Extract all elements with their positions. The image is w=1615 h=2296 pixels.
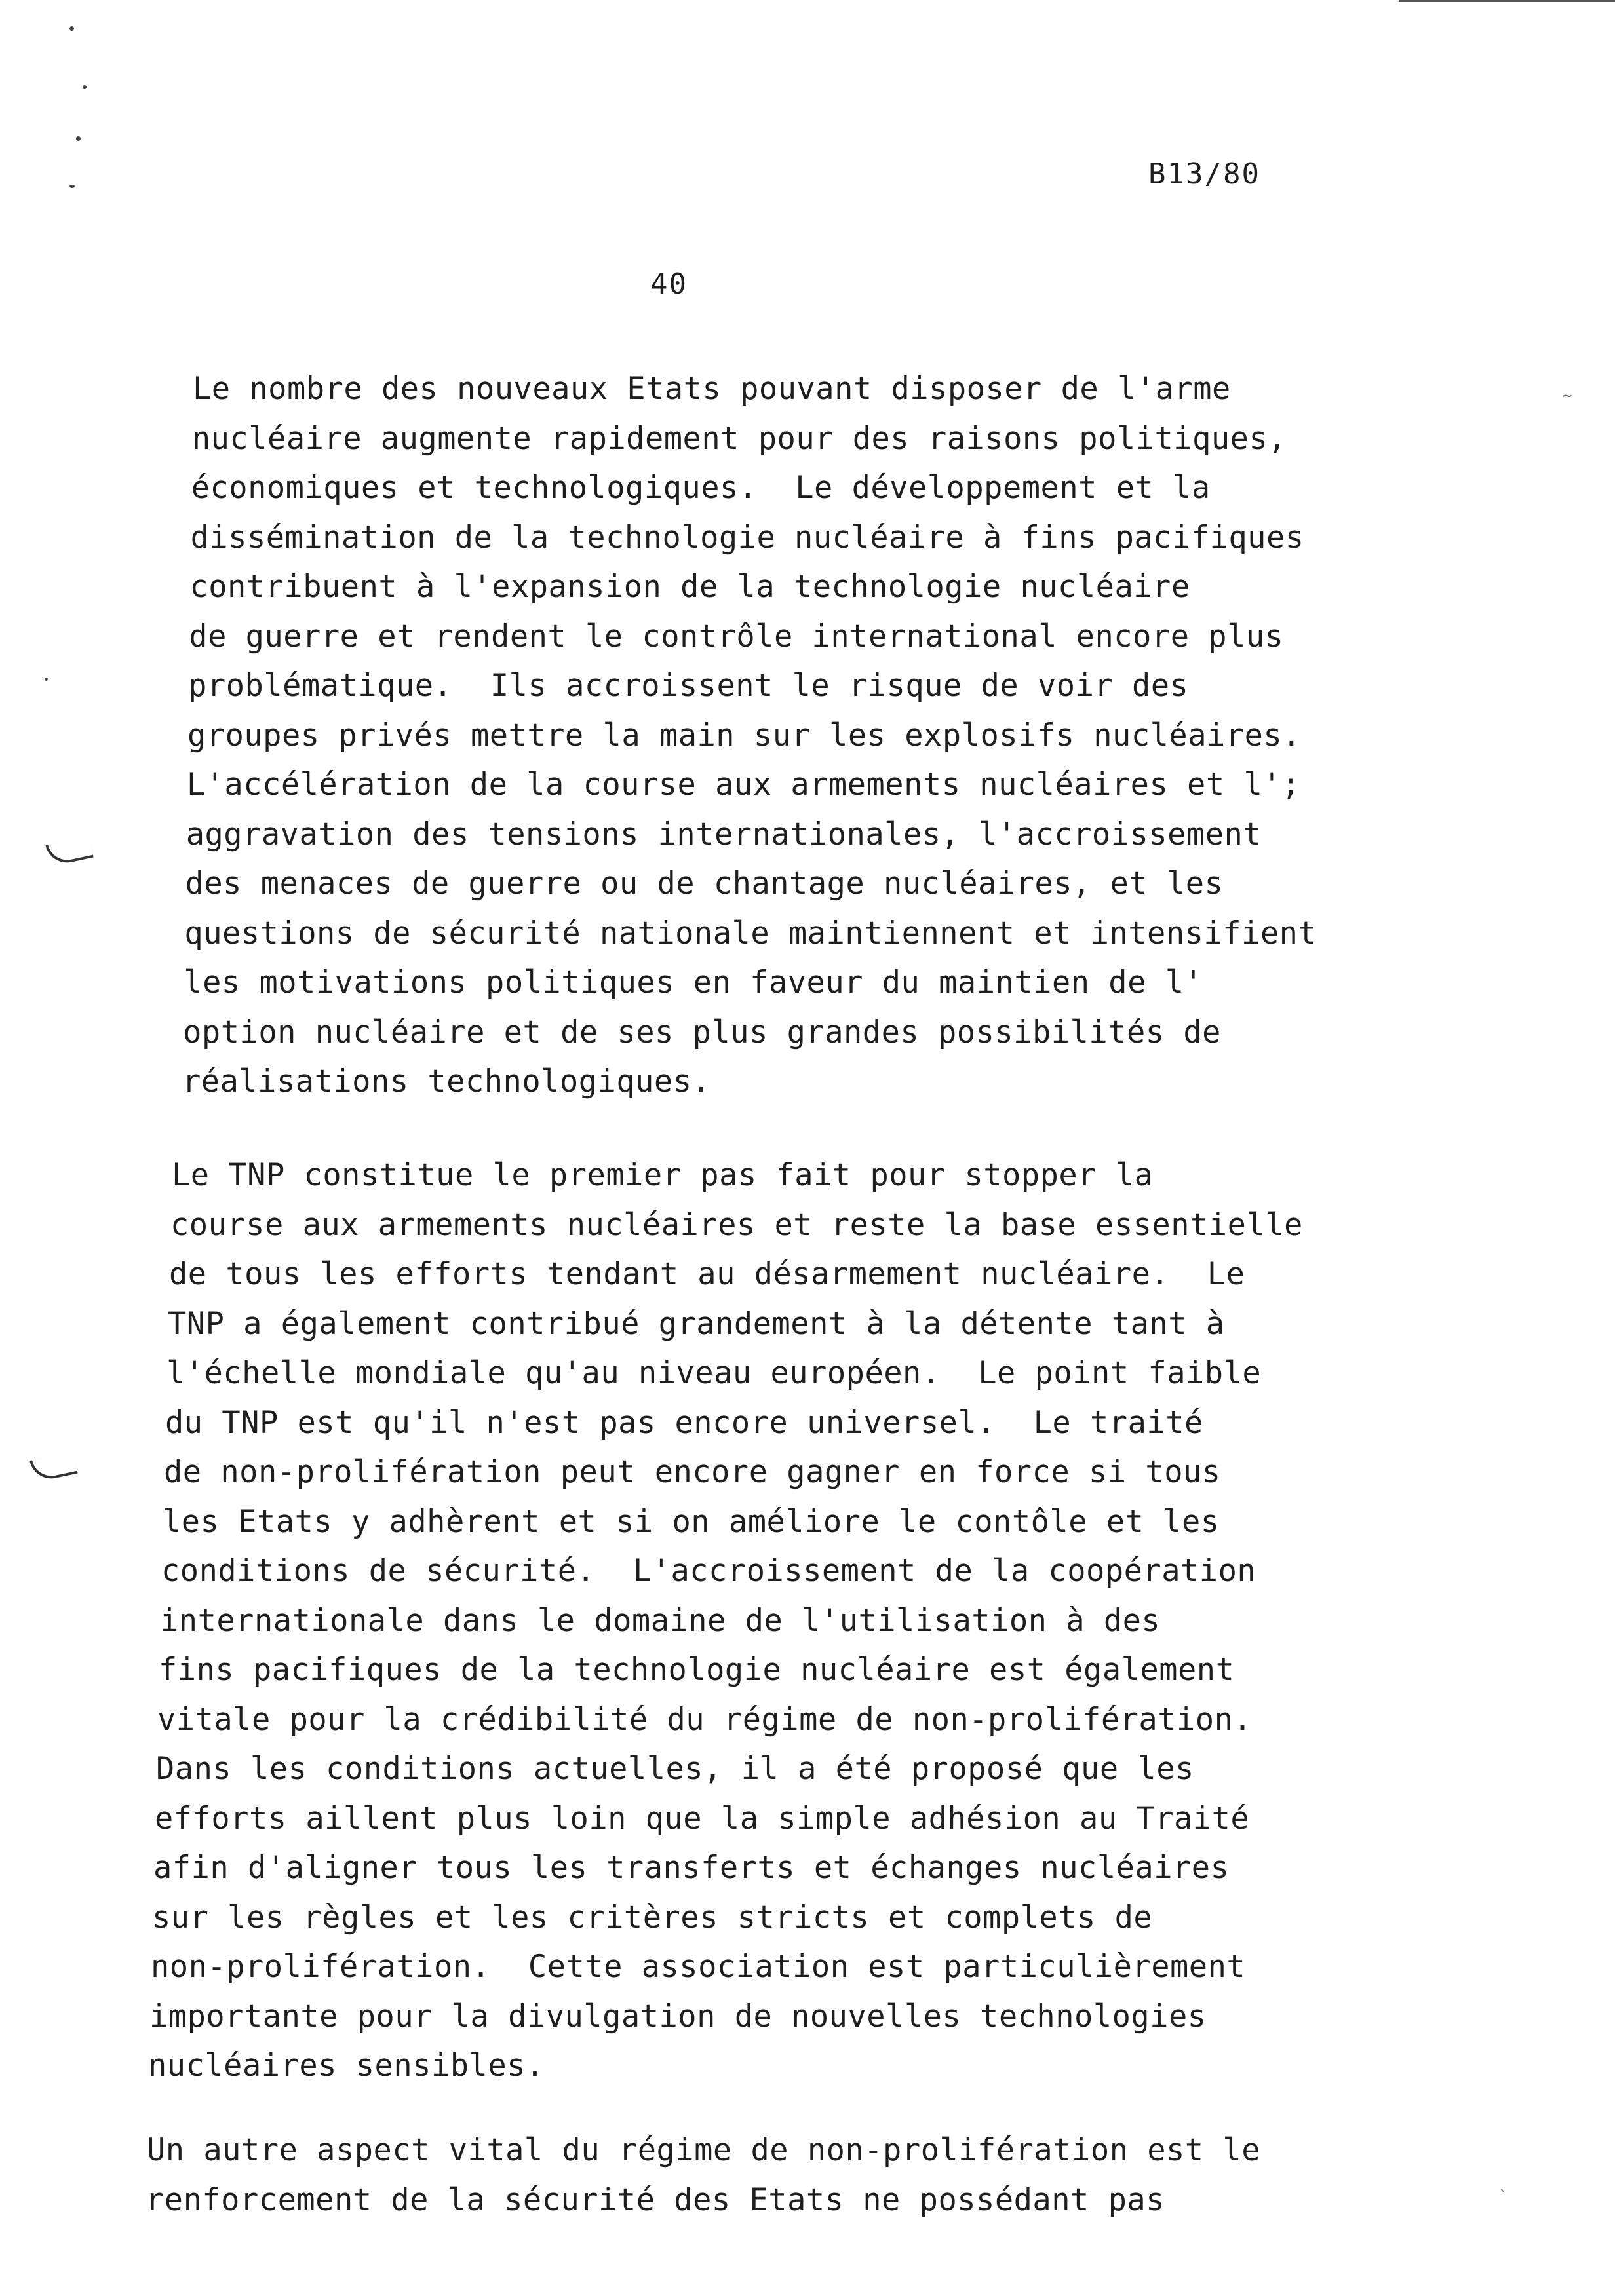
text-line: TNP a également contribué grandement à la détente tant à — [168, 1305, 1225, 1342]
margin-tick-mark: ` — [1498, 2187, 1508, 2206]
text-line: groupes privés mettre la main sur les explosifs nucléaires. — [187, 717, 1301, 754]
margin-tick-mark: ~ — [1563, 387, 1572, 405]
margin-dot — [76, 136, 81, 141]
text-line: questions de sécurité nationale maintiennent et intensifient — [184, 915, 1317, 951]
text-line: importante pour la divulgation de nouvelles technologies — [149, 1998, 1207, 2035]
text-line: nucléaires sensibles. — [148, 2048, 545, 2084]
scan-edge-line — [1399, 0, 1615, 2]
text-line: de non-prolifération peut encore gagner en force si tous — [164, 1454, 1221, 1490]
margin-dot — [83, 85, 87, 89]
text-line: aggravation des tensions internationales, l'accroissement — [185, 816, 1262, 852]
text-line: Un autre aspect vital du régime de non-prolifération est le — [147, 2132, 1260, 2168]
text-line: non-prolifération. Cette association est particulièrement — [151, 1949, 1246, 1985]
text-line: contribuent à l'expansion de la technologie nucléaire — [189, 569, 1190, 605]
text-line: vitale pour la crédibilité du régime de non-prolifération. — [157, 1701, 1253, 1738]
text-line: course aux armements nucléaires et reste la base essentielle — [170, 1206, 1303, 1243]
document-reference: B13/80 — [1148, 157, 1260, 191]
binding-hook-mark — [45, 835, 94, 866]
text-line: internationale dans le domaine de l'utilisation à des — [160, 1602, 1161, 1639]
text-line: sur les règles et les critères stricts et complets de — [152, 1899, 1153, 1936]
text-line: conditions de sécurité. L'accroissement de la coopération — [161, 1553, 1256, 1589]
text-line: de tous les efforts tendant au désarmement nucléaire. Le — [169, 1256, 1245, 1292]
text-line: du TNP est qu'il n'est pas encore universel. Le traité — [165, 1404, 1203, 1441]
margin-dot — [69, 26, 74, 31]
text-line: Le TNP constitue le premier pas fait pour stopper la — [172, 1157, 1154, 1193]
text-line: dissémination de la technologie nucléaire à fins pacifiques — [190, 519, 1304, 556]
text-line: réalisations technologiques. — [182, 1063, 711, 1100]
margin-dot — [45, 678, 48, 681]
page-number: 40 — [650, 267, 688, 301]
text-line: renforcement de la sécurité des Etats ne possédant pas — [146, 2181, 1165, 2218]
text-line: de guerre et rendent le contrôle international encore plus — [189, 618, 1284, 655]
binding-hook-mark — [29, 1451, 78, 1482]
text-line: nucléaire augmente rapidement pour des raisons politiques, — [191, 420, 1287, 457]
text-line: les motivations politiques en faveur du maintien de l' — [184, 965, 1203, 1001]
text-line: option nucléaire et de ses plus grandes possibilités de — [183, 1014, 1221, 1050]
text-line: Le nombre des nouveaux Etats pouvant disposer de l'arme — [193, 371, 1231, 407]
margin-dot — [69, 185, 75, 188]
text-line: l'échelle mondiale qu'au niveau européen. Le point faible — [166, 1355, 1262, 1391]
text-line: L'accélération de la course aux armements nucléaires et l'; — [186, 767, 1300, 803]
text-line: économiques et technologiques. Le développement et la — [191, 470, 1211, 506]
text-line: des menaces de guerre ou de chantage nucléaires, et les — [185, 866, 1224, 902]
text-line: afin d'aligner tous les transferts et échanges nucléaires — [153, 1850, 1230, 1886]
text-line: Dans les conditions actuelles, il a été proposé que les — [156, 1751, 1194, 1787]
text-line: fins pacifiques de la technologie nucléaire est également — [159, 1652, 1235, 1688]
text-line: les Etats y adhèrent et si on améliore le contôle et les — [163, 1503, 1220, 1540]
text-line: problématique. Ils accroissent le risque de voir des — [188, 668, 1189, 704]
text-line: efforts aillent plus loin que la simple adhésion au Traité — [155, 1800, 1250, 1837]
